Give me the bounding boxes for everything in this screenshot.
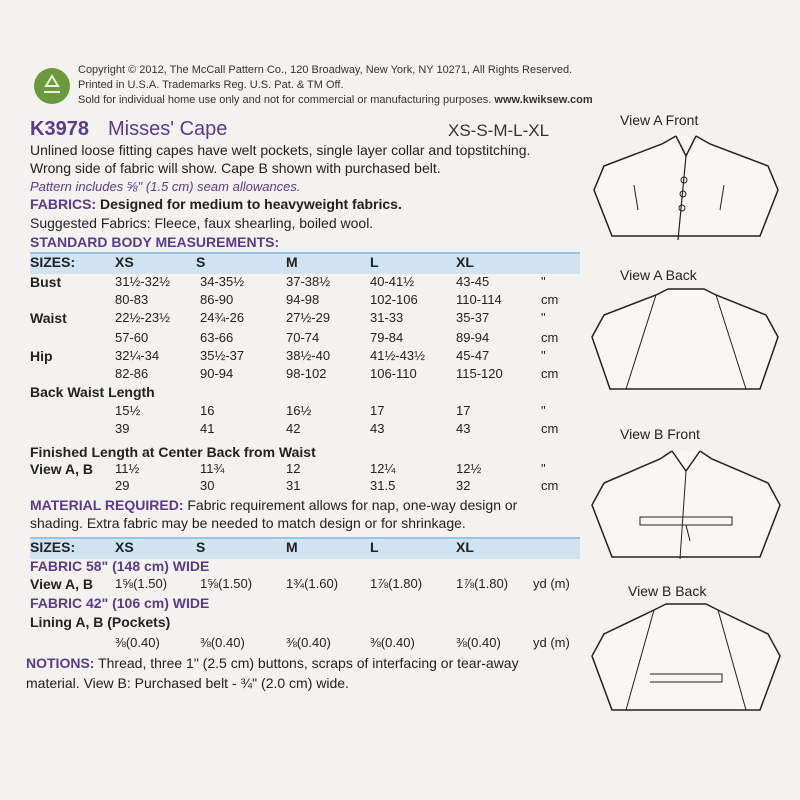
- cm-unit: cm: [541, 292, 559, 307]
- fabrics-text: Designed for medium to heavyweight fabrics.: [100, 196, 402, 212]
- cell: 35½-37: [200, 348, 245, 363]
- cell: 94-98: [286, 292, 320, 307]
- notions-text-1: Thread, three 1" (2.5 cm) buttons, scraps of interfacing or tear-away: [98, 655, 519, 671]
- pattern-name: Misses' Cape: [108, 118, 228, 140]
- cell: 38½-40: [286, 348, 331, 363]
- cell: 40-41½: [370, 274, 415, 289]
- material-text-1: Fabric requirement allows for nap, one-way design or: [187, 497, 518, 513]
- cm-unit: cm: [541, 421, 559, 436]
- cell: 31½-32½: [115, 274, 170, 289]
- finished-view-label: View A, B: [30, 461, 94, 477]
- fabric-58-heading: FABRIC 58" (148 cm) WIDE: [30, 558, 210, 574]
- cell: 30: [200, 478, 215, 493]
- measurements-header-band: [30, 252, 580, 274]
- cell: 1⅝(1.50): [200, 576, 253, 591]
- material-size-xl: XL: [456, 539, 474, 555]
- material-size-l: L: [370, 539, 379, 555]
- cell: 57-60: [115, 330, 149, 345]
- cell: ⅜(0.40): [286, 635, 331, 650]
- cell: 1⅞(1.80): [456, 576, 509, 591]
- finished-length-heading: Finished Length at Center Back from Waist: [30, 444, 316, 460]
- cell: 35-37: [456, 310, 490, 325]
- measurements-heading: STANDARD BODY MEASUREMENTS:: [30, 234, 280, 250]
- inch-unit: ": [541, 274, 546, 289]
- pattern-code: K3978: [30, 118, 89, 140]
- size-l: L: [370, 254, 379, 270]
- cell: 1⅞(1.80): [370, 576, 423, 591]
- notions-label: NOTIONS:: [26, 655, 95, 671]
- cell: 98-102: [286, 366, 327, 381]
- cell: 29: [115, 478, 130, 493]
- cell: 12: [286, 461, 301, 476]
- cell: 27½-29: [286, 310, 331, 325]
- copyright-text: Sold for individual home use only and not for commercial or manufacturing purposes.: [78, 94, 492, 106]
- cell: 70-74: [286, 330, 320, 345]
- lining-label: Lining A, B (Pockets): [30, 614, 171, 630]
- cell: 1⅝(1.50): [115, 576, 168, 591]
- cell: ⅜(0.40): [115, 635, 160, 650]
- cm-unit: cm: [541, 366, 559, 381]
- fabrics-label: FABRICS:: [30, 196, 97, 212]
- size-range: XS-S-M-L-XL: [448, 121, 550, 140]
- cell: 32¼-34: [115, 348, 160, 363]
- row-label-waist: Waist: [30, 310, 67, 326]
- cell: 22½-23½: [115, 310, 170, 325]
- cell: 43: [456, 421, 471, 436]
- cell: 42: [286, 421, 301, 436]
- cell: 12½: [456, 461, 482, 476]
- cm-unit: cm: [541, 330, 559, 345]
- cell: 1¾(1.60): [286, 576, 339, 591]
- cell: 110-114: [456, 292, 502, 307]
- cell: 17: [370, 403, 385, 418]
- cell: ⅜(0.40): [370, 635, 415, 650]
- cell: 16½: [286, 403, 312, 418]
- cell: 31: [286, 478, 301, 493]
- cell: 102-106: [370, 292, 418, 307]
- cell: 79-84: [370, 330, 404, 345]
- description-line-2: Wrong side of fabric will show. Cape B shown with purchased belt.: [30, 160, 441, 176]
- notions-line-1: [26, 655, 519, 671]
- cell: ⅜(0.40): [456, 635, 501, 650]
- recycle-logo-icon: [34, 68, 70, 104]
- material-size-s: S: [196, 539, 206, 555]
- row-label-back-waist: Back Waist Length: [30, 384, 155, 400]
- size-xl: XL: [456, 254, 474, 270]
- cell: 43: [370, 421, 385, 436]
- fabrics-line: [30, 196, 402, 212]
- cell: 15½: [115, 403, 141, 418]
- view-b-back-label: View B Back: [628, 583, 707, 599]
- sizes-label: SIZES:: [30, 254, 76, 270]
- cell: 63-66: [200, 330, 234, 345]
- cell: ⅜(0.40): [200, 635, 245, 650]
- cell: 32: [456, 478, 471, 493]
- cape-view-b-front-illustration: [586, 445, 786, 580]
- material-label: MATERIAL REQUIRED:: [30, 497, 184, 513]
- fabric-42-heading: FABRIC 42" (106 cm) WIDE: [30, 595, 210, 611]
- suggested-fabrics: Suggested Fabrics: Fleece, faux shearling, boiled wool.: [30, 215, 374, 231]
- yd-unit: yd (m): [533, 576, 570, 591]
- view-a-back-label: View A Back: [620, 267, 697, 283]
- row-label-bust: Bust: [30, 274, 62, 290]
- cell: 31-33: [370, 310, 404, 325]
- cell: 80-83: [115, 292, 149, 307]
- cell: 31.5: [370, 478, 396, 493]
- cell: 41½-43½: [370, 348, 425, 363]
- row-label-hip: Hip: [30, 348, 53, 364]
- size-xs: XS: [115, 254, 134, 270]
- material-line-2: shading. Extra fabric may be needed to match design or for shrinkage.: [30, 515, 466, 531]
- cm-unit: cm: [541, 478, 559, 493]
- cell: 12¼: [370, 461, 396, 476]
- cell: 43-45: [456, 274, 490, 289]
- website-link[interactable]: www.kwiksew.com: [494, 94, 593, 106]
- material-sizes-label: SIZES:: [30, 539, 76, 555]
- view-a-front-label: View A Front: [620, 112, 699, 128]
- cell: 82-86: [115, 366, 149, 381]
- inch-unit: ": [541, 403, 546, 418]
- seam-allowance: Pattern includes ⅝" (1.5 cm) seam allowances.: [30, 179, 301, 194]
- material-size-xs: XS: [115, 539, 134, 555]
- cell: 86-90: [200, 292, 234, 307]
- copyright-line-1: Copyright © 2012, The McCall Pattern Co., 120 Broadway, New York, NY 10271, All Rights Reserved.: [78, 64, 573, 76]
- cell: 16: [200, 403, 215, 418]
- size-s: S: [196, 254, 206, 270]
- inch-unit: ": [541, 310, 546, 325]
- material-size-m: M: [286, 539, 298, 555]
- cell: 106-110: [370, 366, 417, 381]
- cell: 41: [200, 421, 215, 436]
- cell: 115-120: [456, 366, 503, 381]
- inch-unit: ": [541, 461, 546, 476]
- cell: 11¾: [200, 461, 225, 476]
- material-header-band: [30, 537, 580, 559]
- copyright-line-3: [78, 94, 593, 106]
- cell: 89-94: [456, 330, 490, 345]
- cape-view-a-back-illustration: [586, 285, 786, 410]
- material-line-1: [30, 497, 517, 513]
- inch-unit: ": [541, 348, 546, 363]
- cell: 11½: [115, 461, 140, 476]
- notions-line-2: material. View B: Purchased belt - ¾" (2.0 cm) wide.: [26, 675, 349, 691]
- view-ab-label: View A, B: [30, 576, 94, 592]
- view-b-front-label: View B Front: [620, 426, 700, 442]
- cape-view-a-front-illustration: [586, 130, 786, 260]
- cell: 37-38½: [286, 274, 331, 289]
- cell: 45-47: [456, 348, 490, 363]
- size-m: M: [286, 254, 298, 270]
- cell: 90-94: [200, 366, 234, 381]
- cell: 34-35½: [200, 274, 245, 289]
- cape-view-b-back-illustration: [586, 600, 786, 730]
- copyright-line-2: Printed in U.S.A. Trademarks Reg. U.S. Pat. & TM Off.: [78, 79, 344, 91]
- cell: 24¾-26: [200, 310, 245, 325]
- cell: 17: [456, 403, 471, 418]
- yd-unit: yd (m): [533, 635, 570, 650]
- description-line-1: Unlined loose fitting capes have welt pockets, single layer collar and topstitching.: [30, 142, 531, 158]
- cell: 39: [115, 421, 130, 436]
